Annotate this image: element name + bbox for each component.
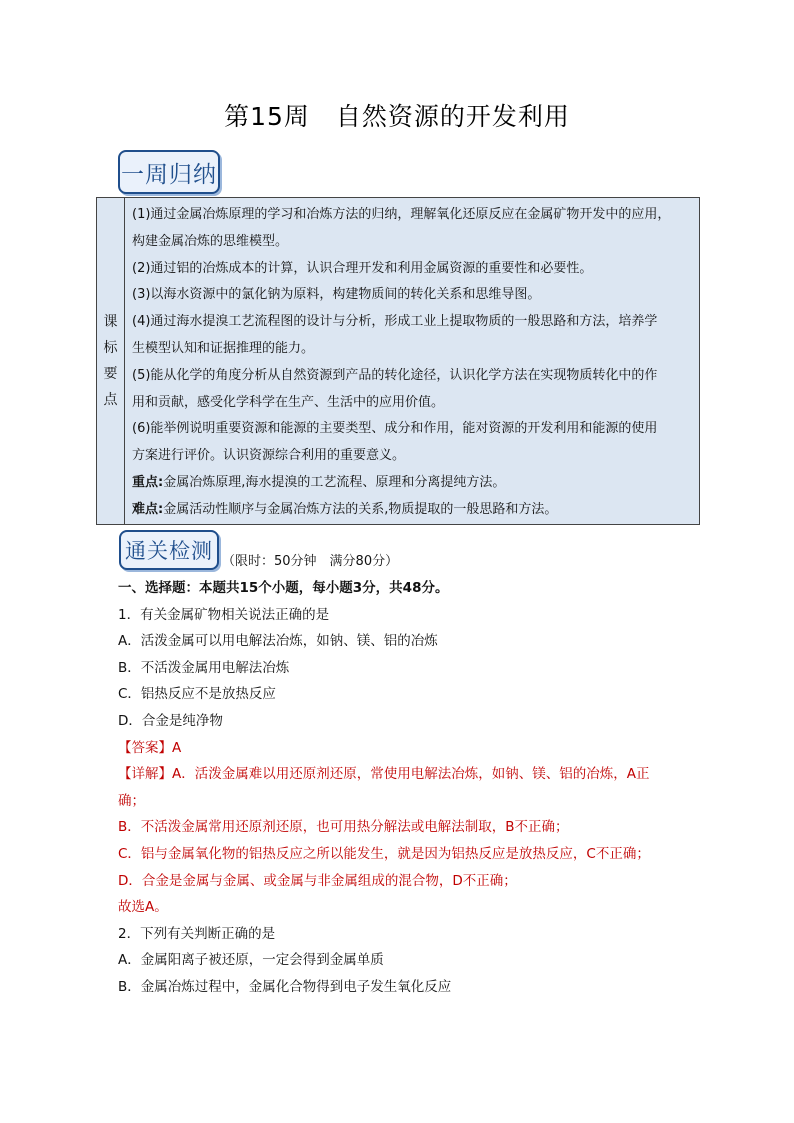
detail-line: [118, 761, 698, 788]
detail-line: B．不活泼金属常用还原剂还原，也可用热分解法或电解法制取，B不正确；: [118, 819, 569, 836]
side-char: 要: [103, 366, 118, 382]
question-stem: 2．下列有关判断正确的是: [118, 925, 276, 942]
question-option: A．活泼金属可以用电解法冶炼，如钠、镁、铝的冶炼: [118, 633, 438, 650]
table-line: 用和贡献，感受化学科学在生产、生活中的应用价值。: [132, 394, 445, 410]
answer-value: A: [172, 739, 182, 756]
time-limit: （限时：50分钟 满分80分）: [222, 554, 399, 569]
side-char: 点: [103, 392, 118, 408]
question-option: B．金属冶炼过程中，金属化合物得到电子发生氧化反应: [118, 978, 452, 995]
table-line: 生模型认知和证据推理的能力。: [132, 340, 315, 356]
question-option: A．金属阳离子被还原，一定会得到金属单质: [118, 952, 384, 969]
question-content: [118, 575, 698, 1001]
question-option: D．合金是纯净物: [118, 712, 223, 729]
side-char: 课: [103, 314, 118, 330]
curriculum-points-table: [96, 197, 700, 525]
detail-line: 故选A。: [118, 899, 168, 916]
side-char: 标: [103, 340, 118, 356]
table-line: 构建金属冶炼的思维模型。: [132, 233, 289, 249]
detail-text: A．活泼金属难以用还原剂还原，常使用电解法冶炼，如钠、镁、铝的冶炼，A正: [172, 766, 650, 783]
table-body: [125, 198, 699, 524]
table-line: (4)通过海水提溴工艺流程图的设计与分析，形成工业上提取物质的一般思路和方法，培养学: [132, 314, 658, 330]
section-badge-summary: 一周归纳: [118, 150, 220, 194]
key-point-label: 重点:: [132, 474, 164, 490]
table-line: (5)能从化学的角度分析从自然资源到产品的转化途径，认识化学方法在实现物质转化中的作: [132, 367, 658, 383]
table-line: (3)以海水资源中的氯化钠为原料，构建物质间的转化关系和思维导图。: [132, 287, 541, 303]
detail-line: 确；: [118, 792, 145, 809]
table-side-label: [97, 198, 125, 524]
difficulty-text: 金属活动性顺序与金属冶炼方法的关系,物质提取的一般思路和方法。: [163, 501, 558, 517]
answer-label: 【答案】: [118, 739, 172, 756]
detail-label: 【详解】: [118, 766, 172, 783]
page-title: 第15周 自然资源的开发利用: [224, 102, 570, 131]
table-line: 方案进行评价。认识资源综合利用的重要意义。: [132, 448, 406, 464]
question-option: C．铝热反应不是放热反应: [118, 686, 276, 703]
detail-line: C．铝与金属氧化物的铝热反应之所以能发生，就是因为铝热反应是放热反应，C不正确；: [118, 845, 650, 862]
section-badge-test: 通关检测: [119, 530, 219, 570]
key-point-line: [132, 470, 693, 497]
table-line: (6)能举例说明重要资源和能源的主要类型、成分和作用，能对资源的开发利用和能源的使用: [132, 421, 658, 437]
question-option: B．不活泼金属用电解法冶炼: [118, 659, 290, 676]
answer-line: [118, 735, 698, 762]
key-point-text: 金属冶炼原理,海水提溴的工艺流程、原理和分离提纯方法。: [163, 474, 506, 490]
detail-line: D．合金是金属与金属、或金属与非金属组成的混合物，D不正确；: [118, 872, 517, 889]
table-line: (2)通过铝的冶炼成本的计算，认识合理开发和利用金属资源的重要性和必要性。: [132, 260, 593, 276]
question-stem: 1．有关金属矿物相关说法正确的是: [118, 606, 330, 623]
section-heading: 一、选择题：本题共15个小题，每小题3分，共48分。: [118, 580, 449, 596]
difficulty-label: 难点:: [132, 501, 164, 517]
difficulty-line: [132, 497, 693, 524]
table-line: (1)通过金属冶炼原理的学习和冶炼方法的归纳，理解氧化还原反应在金属矿物开发中的应用，: [132, 207, 671, 222]
